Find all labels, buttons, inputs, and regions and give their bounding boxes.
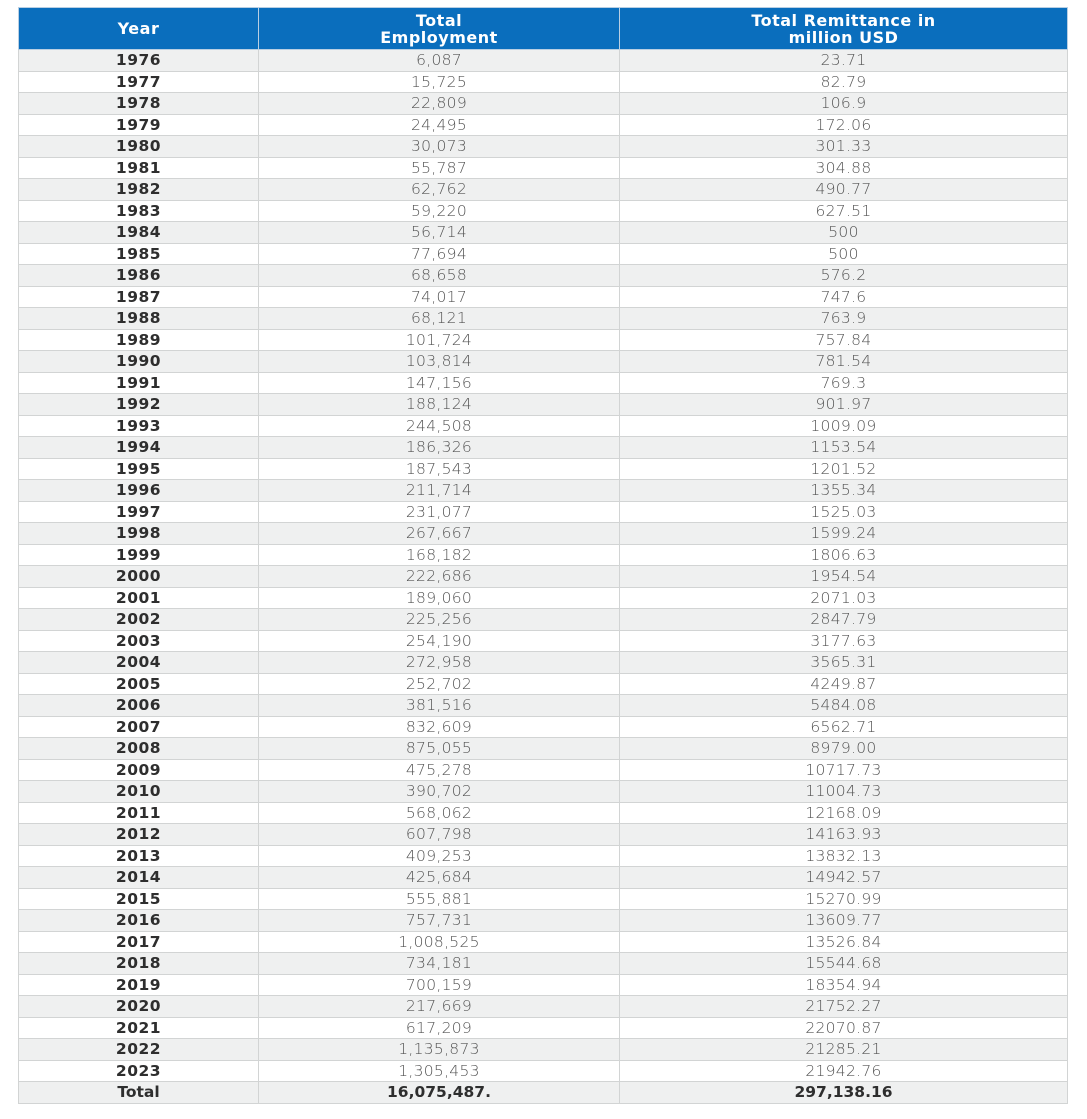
year-cell: 1993 — [19, 415, 259, 437]
table-row — [19, 308, 1068, 330]
employment-cell: 56,714 — [259, 222, 620, 244]
remittance-cell: 14163.93 — [620, 824, 1068, 846]
remittance-cell: 172.06 — [620, 114, 1068, 136]
table-row — [19, 544, 1068, 566]
total-label: Total — [19, 1082, 259, 1104]
table-row — [19, 695, 1068, 717]
header-total-remittance — [620, 8, 1068, 50]
employment-cell: 211,714 — [259, 480, 620, 502]
remittance-cell: 22070.87 — [620, 1017, 1068, 1039]
remittance-cell: 21752.27 — [620, 996, 1068, 1018]
year-cell: 2010 — [19, 781, 259, 803]
year-cell: 1984 — [19, 222, 259, 244]
year-cell: 2022 — [19, 1039, 259, 1061]
remittance-cell: 8979.00 — [620, 738, 1068, 760]
remittance-cell: 757.84 — [620, 329, 1068, 351]
employment-cell: 186,326 — [259, 437, 620, 459]
table-row — [19, 71, 1068, 93]
table-body — [19, 50, 1068, 1104]
table-row — [19, 222, 1068, 244]
remittance-cell: 747.6 — [620, 286, 1068, 308]
employment-cell: 475,278 — [259, 759, 620, 781]
employment-cell: 390,702 — [259, 781, 620, 803]
table-row — [19, 609, 1068, 631]
employment-cell: 409,253 — [259, 845, 620, 867]
remittance-cell: 3565.31 — [620, 652, 1068, 674]
table-row — [19, 265, 1068, 287]
remittance-cell: 13832.13 — [620, 845, 1068, 867]
table-row — [19, 523, 1068, 545]
table-row — [19, 802, 1068, 824]
year-cell: 1983 — [19, 200, 259, 222]
year-cell: 1989 — [19, 329, 259, 351]
remittance-cell: 12168.09 — [620, 802, 1068, 824]
employment-cell: 68,658 — [259, 265, 620, 287]
remittance-cell: 13526.84 — [620, 931, 1068, 953]
year-cell: 2006 — [19, 695, 259, 717]
table-row — [19, 114, 1068, 136]
table-row — [19, 50, 1068, 72]
year-cell: 2005 — [19, 673, 259, 695]
table-row — [19, 136, 1068, 158]
remittance-cell: 4249.87 — [620, 673, 1068, 695]
employment-cell: 568,062 — [259, 802, 620, 824]
year-cell: 2013 — [19, 845, 259, 867]
remittance-cell: 11004.73 — [620, 781, 1068, 803]
header-employment-line1: Total — [415, 10, 463, 30]
employment-cell: 187,543 — [259, 458, 620, 480]
header-employment-line2: Employment — [380, 27, 498, 47]
table-row — [19, 953, 1068, 975]
remittance-cell: 13609.77 — [620, 910, 1068, 932]
employment-cell: 6,087 — [259, 50, 620, 72]
year-cell: 2008 — [19, 738, 259, 760]
employment-cell: 267,667 — [259, 523, 620, 545]
employment-cell: 832,609 — [259, 716, 620, 738]
year-cell: 2012 — [19, 824, 259, 846]
employment-cell: 217,669 — [259, 996, 620, 1018]
employment-cell: 757,731 — [259, 910, 620, 932]
table-row — [19, 1017, 1068, 1039]
remittance-cell: 500 — [620, 243, 1068, 265]
employment-cell: 244,508 — [259, 415, 620, 437]
year-cell: 2004 — [19, 652, 259, 674]
table-row — [19, 630, 1068, 652]
year-cell: 1982 — [19, 179, 259, 201]
year-cell: 1979 — [19, 114, 259, 136]
year-cell: 2016 — [19, 910, 259, 932]
table-row — [19, 996, 1068, 1018]
remittance-cell: 2847.79 — [620, 609, 1068, 631]
employment-cell: 101,724 — [259, 329, 620, 351]
year-cell: 2018 — [19, 953, 259, 975]
table-row — [19, 824, 1068, 846]
employment-cell: 425,684 — [259, 867, 620, 889]
year-cell: 2023 — [19, 1060, 259, 1082]
remittance-cell: 21285.21 — [620, 1039, 1068, 1061]
year-cell: 1995 — [19, 458, 259, 480]
year-cell: 2015 — [19, 888, 259, 910]
remittance-cell: 6562.71 — [620, 716, 1068, 738]
table-row — [19, 738, 1068, 760]
total-remittance: 297,138.16 — [620, 1082, 1068, 1104]
remittance-cell: 3177.63 — [620, 630, 1068, 652]
remittance-cell: 1806.63 — [620, 544, 1068, 566]
remittance-cell: 14942.57 — [620, 867, 1068, 889]
employment-cell: 381,516 — [259, 695, 620, 717]
employment-cell: 59,220 — [259, 200, 620, 222]
employment-cell: 1,135,873 — [259, 1039, 620, 1061]
table-row — [19, 867, 1068, 889]
employment-cell: 15,725 — [259, 71, 620, 93]
year-cell: 2000 — [19, 566, 259, 588]
employment-cell: 225,256 — [259, 609, 620, 631]
year-cell: 1999 — [19, 544, 259, 566]
year-cell: 1977 — [19, 71, 259, 93]
remittance-cell: 82.79 — [620, 71, 1068, 93]
total-row — [19, 1082, 1068, 1104]
header-year: Year — [19, 8, 259, 50]
table-row — [19, 888, 1068, 910]
table-row — [19, 1060, 1068, 1082]
table-row — [19, 415, 1068, 437]
employment-cell: 22,809 — [259, 93, 620, 115]
year-cell: 1998 — [19, 523, 259, 545]
remittance-cell: 1153.54 — [620, 437, 1068, 459]
year-cell: 1985 — [19, 243, 259, 265]
year-cell: 1976 — [19, 50, 259, 72]
table-row — [19, 351, 1068, 373]
table-row — [19, 179, 1068, 201]
year-cell: 2009 — [19, 759, 259, 781]
table-row — [19, 243, 1068, 265]
table-row — [19, 716, 1068, 738]
table-row — [19, 458, 1068, 480]
year-cell: 1994 — [19, 437, 259, 459]
total-employment: 16,075,487. — [259, 1082, 620, 1104]
remittance-cell: 1599.24 — [620, 523, 1068, 545]
remittance-cell: 763.9 — [620, 308, 1068, 330]
header-remittance-line2: million USD — [788, 27, 899, 47]
table-row — [19, 501, 1068, 523]
year-cell: 2002 — [19, 609, 259, 631]
remittance-cell: 500 — [620, 222, 1068, 244]
remittance-cell: 769.3 — [620, 372, 1068, 394]
year-cell: 2001 — [19, 587, 259, 609]
table-row — [19, 480, 1068, 502]
table-row — [19, 394, 1068, 416]
year-cell: 2003 — [19, 630, 259, 652]
remittance-cell: 23.71 — [620, 50, 1068, 72]
employment-cell: 103,814 — [259, 351, 620, 373]
table-row — [19, 566, 1068, 588]
year-cell: 2011 — [19, 802, 259, 824]
employment-cell: 272,958 — [259, 652, 620, 674]
header-total-employment — [259, 8, 620, 50]
remittance-cell: 2071.03 — [620, 587, 1068, 609]
year-cell: 2017 — [19, 931, 259, 953]
year-cell: 1996 — [19, 480, 259, 502]
employment-cell: 30,073 — [259, 136, 620, 158]
remittance-cell: 15270.99 — [620, 888, 1068, 910]
year-cell: 1980 — [19, 136, 259, 158]
remittance-cell: 5484.08 — [620, 695, 1068, 717]
employment-cell: 254,190 — [259, 630, 620, 652]
employment-cell: 734,181 — [259, 953, 620, 975]
remittance-cell: 301.33 — [620, 136, 1068, 158]
remittance-cell: 18354.94 — [620, 974, 1068, 996]
table-row — [19, 845, 1068, 867]
employment-cell: 77,694 — [259, 243, 620, 265]
year-cell: 1992 — [19, 394, 259, 416]
employment-cell: 24,495 — [259, 114, 620, 136]
year-cell: 1990 — [19, 351, 259, 373]
year-cell: 1978 — [19, 93, 259, 115]
remittance-cell: 106.9 — [620, 93, 1068, 115]
table-row — [19, 437, 1068, 459]
employment-cell: 147,156 — [259, 372, 620, 394]
employment-cell: 252,702 — [259, 673, 620, 695]
table-row — [19, 372, 1068, 394]
table-row — [19, 93, 1068, 115]
table-row — [19, 759, 1068, 781]
table-row — [19, 157, 1068, 179]
table-row — [19, 1039, 1068, 1061]
employment-cell: 700,159 — [259, 974, 620, 996]
table-row — [19, 652, 1068, 674]
table-row — [19, 673, 1068, 695]
year-cell: 1986 — [19, 265, 259, 287]
employment-cell: 617,209 — [259, 1017, 620, 1039]
remittance-cell: 21942.76 — [620, 1060, 1068, 1082]
year-cell: 1991 — [19, 372, 259, 394]
year-cell: 2021 — [19, 1017, 259, 1039]
remittance-cell: 1201.52 — [620, 458, 1068, 480]
table-row — [19, 587, 1068, 609]
year-cell: 1997 — [19, 501, 259, 523]
employment-cell: 875,055 — [259, 738, 620, 760]
remittance-cell: 627.51 — [620, 200, 1068, 222]
remittance-cell: 1009.09 — [620, 415, 1068, 437]
remittance-cell: 304.88 — [620, 157, 1068, 179]
employment-cell: 555,881 — [259, 888, 620, 910]
year-cell: 2007 — [19, 716, 259, 738]
year-cell: 2019 — [19, 974, 259, 996]
employment-cell: 189,060 — [259, 587, 620, 609]
year-cell: 1987 — [19, 286, 259, 308]
table-row — [19, 974, 1068, 996]
remittance-cell: 1525.03 — [620, 501, 1068, 523]
table-row — [19, 286, 1068, 308]
table-row — [19, 781, 1068, 803]
employment-cell: 1,008,525 — [259, 931, 620, 953]
remittance-cell: 901.97 — [620, 394, 1068, 416]
employment-cell: 188,124 — [259, 394, 620, 416]
employment-cell: 607,798 — [259, 824, 620, 846]
remittance-cell: 15544.68 — [620, 953, 1068, 975]
table-row — [19, 910, 1068, 932]
employment-cell: 168,182 — [259, 544, 620, 566]
employment-cell: 74,017 — [259, 286, 620, 308]
employment-cell: 1,305,453 — [259, 1060, 620, 1082]
remittance-cell: 1355.34 — [620, 480, 1068, 502]
year-cell: 1981 — [19, 157, 259, 179]
table-header — [19, 8, 1068, 50]
table-row — [19, 329, 1068, 351]
year-cell: 1988 — [19, 308, 259, 330]
employment-remittance-table — [18, 7, 1068, 1104]
header-remittance-line1: Total Remittance in — [751, 10, 936, 30]
table-row — [19, 931, 1068, 953]
remittance-cell: 1954.54 — [620, 566, 1068, 588]
year-cell: 2014 — [19, 867, 259, 889]
employment-cell: 62,762 — [259, 179, 620, 201]
remittance-cell: 781.54 — [620, 351, 1068, 373]
year-cell: 2020 — [19, 996, 259, 1018]
table-row — [19, 200, 1068, 222]
remittance-cell: 10717.73 — [620, 759, 1068, 781]
remittance-cell: 490.77 — [620, 179, 1068, 201]
employment-cell: 222,686 — [259, 566, 620, 588]
employment-cell: 55,787 — [259, 157, 620, 179]
employment-cell: 231,077 — [259, 501, 620, 523]
employment-cell: 68,121 — [259, 308, 620, 330]
remittance-cell: 576.2 — [620, 265, 1068, 287]
